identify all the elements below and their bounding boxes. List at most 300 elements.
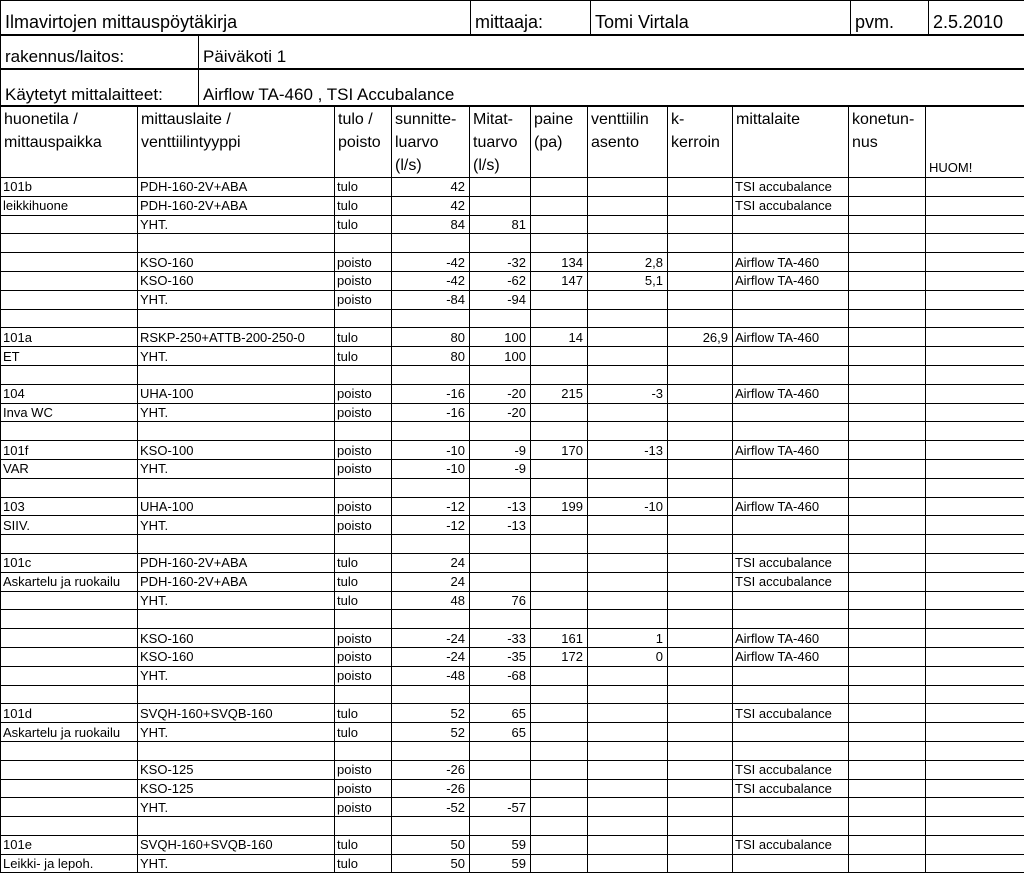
cell-direction[interactable]: poisto [335,497,392,516]
cell-pressure[interactable] [531,403,588,422]
cell-k-factor[interactable] [668,817,733,836]
cell-unit-id[interactable] [849,441,926,460]
date-value[interactable]: 2.5.2010 [929,1,1024,36]
cell-design-flow[interactable] [392,535,470,554]
cell-room[interactable] [1,215,138,234]
cell-room[interactable] [1,234,138,253]
cell-unit-id[interactable] [849,497,926,516]
cell-room[interactable] [1,629,138,648]
cell-measured-flow[interactable] [470,685,531,704]
cell-instrument[interactable]: Airflow TA-460 [733,441,849,460]
cell-device[interactable]: YHT. [138,347,335,366]
cell-measured-flow[interactable] [470,178,531,197]
cell-instrument[interactable]: TSI accubalance [733,835,849,854]
cell-room[interactable] [1,741,138,760]
cell-unit-id[interactable] [849,178,926,197]
cell-valve-position[interactable] [588,403,668,422]
cell-note[interactable] [926,271,1024,290]
measurer-label[interactable]: mittaaja: [471,1,591,36]
cell-instrument[interactable] [733,854,849,873]
cell-instrument[interactable] [733,685,849,704]
cell-design-flow[interactable]: -52 [392,798,470,817]
cell-note[interactable] [926,817,1024,836]
cell-design-flow[interactable]: -10 [392,459,470,478]
cell-measured-flow[interactable] [470,741,531,760]
cell-valve-position[interactable] [588,854,668,873]
cell-instrument[interactable] [733,347,849,366]
cell-room[interactable]: 101e [1,835,138,854]
cell-unit-id[interactable] [849,704,926,723]
cell-pressure[interactable] [531,704,588,723]
cell-design-flow[interactable] [392,610,470,629]
cell-k-factor[interactable] [668,271,733,290]
cell-note[interactable] [926,290,1024,309]
cell-measured-flow[interactable]: 100 [470,347,531,366]
cell-device[interactable]: YHT. [138,516,335,535]
cell-direction[interactable]: poisto [335,403,392,422]
cell-unit-id[interactable] [849,629,926,648]
cell-direction[interactable]: tulo [335,196,392,215]
cell-direction[interactable]: poisto [335,516,392,535]
cell-pressure[interactable] [531,178,588,197]
cell-pressure[interactable] [531,234,588,253]
cell-room[interactable]: 104 [1,384,138,403]
cell-note[interactable] [926,309,1024,328]
cell-k-factor[interactable] [668,723,733,742]
cell-device[interactable]: YHT. [138,798,335,817]
cell-design-flow[interactable]: -16 [392,403,470,422]
cell-instrument[interactable]: Airflow TA-460 [733,328,849,347]
cell-design-flow[interactable]: 50 [392,835,470,854]
cell-valve-position[interactable] [588,553,668,572]
cell-measured-flow[interactable]: -9 [470,441,531,460]
cell-valve-position[interactable] [588,666,668,685]
cell-unit-id[interactable] [849,835,926,854]
cell-note[interactable] [926,422,1024,441]
cell-pressure[interactable] [531,798,588,817]
cell-k-factor[interactable] [668,760,733,779]
cell-valve-position[interactable] [588,178,668,197]
cell-device[interactable]: KSO-125 [138,779,335,798]
cell-k-factor[interactable] [668,741,733,760]
cell-direction[interactable]: poisto [335,779,392,798]
cell-room[interactable] [1,666,138,685]
cell-direction[interactable]: poisto [335,647,392,666]
cell-k-factor[interactable] [668,591,733,610]
column-header-room[interactable] [1,107,138,178]
cell-measured-flow[interactable] [470,478,531,497]
cell-unit-id[interactable] [849,516,926,535]
cell-pressure[interactable] [531,779,588,798]
cell-device[interactable]: KSO-160 [138,629,335,648]
cell-measured-flow[interactable]: -57 [470,798,531,817]
cell-valve-position[interactable]: -3 [588,384,668,403]
cell-note[interactable] [926,723,1024,742]
cell-room[interactable]: 101b [1,178,138,197]
cell-note[interactable] [926,347,1024,366]
cell-device[interactable]: KSO-160 [138,253,335,272]
building-value[interactable]: Päiväkoti 1 [199,35,1024,70]
column-header-note[interactable] [926,107,1024,178]
cell-design-flow[interactable]: -26 [392,760,470,779]
cell-note[interactable] [926,854,1024,873]
cell-pressure[interactable]: 215 [531,384,588,403]
column-header-direction[interactable] [335,107,392,178]
cell-room[interactable]: 101d [1,704,138,723]
cell-room[interactable] [1,817,138,836]
cell-pressure[interactable] [531,290,588,309]
cell-note[interactable] [926,553,1024,572]
cell-unit-id[interactable] [849,271,926,290]
cell-design-flow[interactable]: -48 [392,666,470,685]
cell-k-factor[interactable] [668,779,733,798]
cell-pressure[interactable] [531,817,588,836]
cell-instrument[interactable] [733,591,849,610]
cell-pressure[interactable]: 147 [531,271,588,290]
cell-valve-position[interactable] [588,196,668,215]
cell-note[interactable] [926,666,1024,685]
cell-room[interactable] [1,685,138,704]
cell-direction[interactable] [335,478,392,497]
cell-valve-position[interactable] [588,685,668,704]
cell-room[interactable] [1,779,138,798]
cell-measured-flow[interactable]: -35 [470,647,531,666]
cell-instrument[interactable]: TSI accubalance [733,760,849,779]
cell-device[interactable]: YHT. [138,854,335,873]
cell-design-flow[interactable]: 24 [392,572,470,591]
cell-pressure[interactable] [531,215,588,234]
cell-design-flow[interactable]: 24 [392,553,470,572]
cell-design-flow[interactable]: 52 [392,704,470,723]
cell-device[interactable] [138,610,335,629]
cell-room[interactable]: Askartelu ja ruokailu [1,572,138,591]
cell-valve-position[interactable] [588,835,668,854]
cell-instrument[interactable]: Airflow TA-460 [733,271,849,290]
cell-unit-id[interactable] [849,328,926,347]
column-header-instrument[interactable] [733,107,849,178]
cell-unit-id[interactable] [849,422,926,441]
building-label[interactable]: rakennus/laitos: [1,35,199,70]
cell-pressure[interactable] [531,516,588,535]
cell-design-flow[interactable]: 80 [392,347,470,366]
cell-device[interactable]: SVQH-160+SVQB-160 [138,704,335,723]
cell-instrument[interactable]: Airflow TA-460 [733,647,849,666]
cell-note[interactable] [926,403,1024,422]
cell-measured-flow[interactable] [470,610,531,629]
cell-measured-flow[interactable]: -94 [470,290,531,309]
cell-measured-flow[interactable]: 81 [470,215,531,234]
cell-valve-position[interactable] [588,422,668,441]
cell-device[interactable] [138,234,335,253]
cell-pressure[interactable] [531,196,588,215]
cell-device[interactable]: KSO-160 [138,647,335,666]
cell-design-flow[interactable]: 50 [392,854,470,873]
cell-valve-position[interactable] [588,234,668,253]
cell-k-factor[interactable] [668,572,733,591]
cell-room[interactable] [1,591,138,610]
cell-k-factor[interactable] [668,403,733,422]
cell-note[interactable] [926,760,1024,779]
cell-measured-flow[interactable]: 76 [470,591,531,610]
cell-pressure[interactable] [531,347,588,366]
cell-k-factor[interactable] [668,253,733,272]
cell-valve-position[interactable]: 0 [588,647,668,666]
cell-pressure[interactable] [531,610,588,629]
cell-note[interactable] [926,591,1024,610]
cell-direction[interactable]: poisto [335,798,392,817]
cell-pressure[interactable] [531,422,588,441]
cell-instrument[interactable] [733,290,849,309]
cell-room[interactable] [1,422,138,441]
column-header-pressure[interactable] [531,107,588,178]
cell-design-flow[interactable]: -42 [392,271,470,290]
cell-device[interactable]: YHT. [138,723,335,742]
cell-design-flow[interactable]: -42 [392,253,470,272]
cell-measured-flow[interactable] [470,234,531,253]
cell-pressure[interactable] [531,854,588,873]
cell-design-flow[interactable]: -10 [392,441,470,460]
cell-valve-position[interactable] [588,591,668,610]
cell-design-flow[interactable]: -16 [392,384,470,403]
cell-direction[interactable]: poisto [335,760,392,779]
cell-k-factor[interactable] [668,309,733,328]
cell-room[interactable]: 103 [1,497,138,516]
cell-room[interactable] [1,290,138,309]
cell-device[interactable]: YHT. [138,290,335,309]
cell-unit-id[interactable] [849,290,926,309]
cell-valve-position[interactable] [588,572,668,591]
cell-device[interactable] [138,365,335,384]
cell-device[interactable]: YHT. [138,591,335,610]
cell-room[interactable] [1,365,138,384]
cell-device[interactable]: PDH-160-2V+ABA [138,553,335,572]
cell-device[interactable]: UHA-100 [138,384,335,403]
cell-unit-id[interactable] [849,347,926,366]
cell-note[interactable] [926,215,1024,234]
cell-k-factor[interactable] [668,610,733,629]
cell-instrument[interactable] [733,666,849,685]
cell-valve-position[interactable]: -10 [588,497,668,516]
cell-device[interactable]: PDH-160-2V+ABA [138,572,335,591]
cell-valve-position[interactable]: 1 [588,629,668,648]
cell-valve-position[interactable] [588,328,668,347]
cell-device[interactable] [138,535,335,554]
cell-device[interactable]: KSO-160 [138,271,335,290]
cell-instrument[interactable] [733,478,849,497]
cell-valve-position[interactable] [588,290,668,309]
cell-pressure[interactable] [531,553,588,572]
sheet-title[interactable]: Ilmavirtojen mittauspöytäkirja [1,1,471,36]
cell-measured-flow[interactable]: -68 [470,666,531,685]
cell-unit-id[interactable] [849,459,926,478]
cell-k-factor[interactable]: 26,9 [668,328,733,347]
cell-pressure[interactable] [531,309,588,328]
cell-note[interactable] [926,704,1024,723]
cell-note[interactable] [926,459,1024,478]
cell-k-factor[interactable] [668,196,733,215]
cell-unit-id[interactable] [849,253,926,272]
cell-measured-flow[interactable]: -33 [470,629,531,648]
cell-instrument[interactable] [733,610,849,629]
cell-note[interactable] [926,779,1024,798]
cell-pressure[interactable] [531,365,588,384]
cell-k-factor[interactable] [668,535,733,554]
cell-note[interactable] [926,497,1024,516]
cell-direction[interactable]: poisto [335,441,392,460]
date-label[interactable]: pvm. [851,1,929,36]
cell-valve-position[interactable] [588,459,668,478]
cell-pressure[interactable] [531,685,588,704]
cell-room[interactable]: 101c [1,553,138,572]
cell-device[interactable]: YHT. [138,403,335,422]
cell-direction[interactable]: tulo [335,854,392,873]
cell-unit-id[interactable] [849,817,926,836]
cell-device[interactable]: RSKP-250+ATTB-200-250-0 [138,328,335,347]
cell-instrument[interactable] [733,403,849,422]
column-header-measured-flow[interactable] [470,107,531,178]
cell-measured-flow[interactable]: -20 [470,403,531,422]
cell-pressure[interactable]: 161 [531,629,588,648]
cell-device[interactable] [138,478,335,497]
cell-instrument[interactable] [733,309,849,328]
cell-measured-flow[interactable] [470,422,531,441]
cell-pressure[interactable] [531,478,588,497]
cell-room[interactable]: 101f [1,441,138,460]
cell-instrument[interactable]: Airflow TA-460 [733,629,849,648]
cell-instrument[interactable] [733,365,849,384]
column-header-design-flow[interactable] [392,107,470,178]
cell-k-factor[interactable] [668,854,733,873]
cell-pressure[interactable] [531,591,588,610]
cell-k-factor[interactable] [668,290,733,309]
cell-device[interactable] [138,741,335,760]
cell-valve-position[interactable] [588,309,668,328]
cell-instrument[interactable]: TSI accubalance [733,572,849,591]
cell-note[interactable] [926,835,1024,854]
cell-valve-position[interactable]: 2,8 [588,253,668,272]
cell-pressure[interactable]: 172 [531,647,588,666]
cell-valve-position[interactable] [588,741,668,760]
cell-design-flow[interactable] [392,234,470,253]
cell-direction[interactable]: tulo [335,591,392,610]
cell-k-factor[interactable] [668,666,733,685]
cell-instrument[interactable]: TSI accubalance [733,553,849,572]
cell-k-factor[interactable] [668,516,733,535]
cell-design-flow[interactable]: 48 [392,591,470,610]
cell-measured-flow[interactable]: -13 [470,516,531,535]
cell-instrument[interactable] [733,817,849,836]
cell-measured-flow[interactable]: 65 [470,723,531,742]
cell-measured-flow[interactable]: -9 [470,459,531,478]
cell-direction[interactable] [335,365,392,384]
cell-measured-flow[interactable] [470,309,531,328]
cell-instrument[interactable] [733,741,849,760]
cell-room[interactable]: Inva WC [1,403,138,422]
cell-measured-flow[interactable] [470,572,531,591]
cell-design-flow[interactable]: 80 [392,328,470,347]
cell-unit-id[interactable] [849,234,926,253]
cell-unit-id[interactable] [849,647,926,666]
cell-valve-position[interactable] [588,610,668,629]
cell-device[interactable] [138,685,335,704]
cell-valve-position[interactable] [588,723,668,742]
cell-measured-flow[interactable] [470,365,531,384]
devices-label[interactable]: Käytetyt mittalaitteet: [1,69,199,106]
cell-direction[interactable]: poisto [335,253,392,272]
cell-design-flow[interactable] [392,817,470,836]
cell-note[interactable] [926,196,1024,215]
cell-note[interactable] [926,253,1024,272]
cell-note[interactable] [926,572,1024,591]
cell-k-factor[interactable] [668,553,733,572]
cell-direction[interactable]: poisto [335,459,392,478]
cell-room[interactable] [1,535,138,554]
cell-instrument[interactable]: TSI accubalance [733,196,849,215]
cell-design-flow[interactable]: 84 [392,215,470,234]
cell-room[interactable]: leikkihuone [1,196,138,215]
cell-design-flow[interactable]: -24 [392,647,470,666]
cell-unit-id[interactable] [849,779,926,798]
cell-valve-position[interactable] [588,215,668,234]
devices-value[interactable]: Airflow TA-460 , TSI Accubalance [199,69,1024,106]
cell-k-factor[interactable] [668,629,733,648]
cell-instrument[interactable]: Airflow TA-460 [733,384,849,403]
cell-instrument[interactable] [733,723,849,742]
cell-unit-id[interactable] [849,685,926,704]
cell-k-factor[interactable] [668,234,733,253]
cell-pressure[interactable] [531,760,588,779]
cell-note[interactable] [926,535,1024,554]
cell-valve-position[interactable] [588,779,668,798]
cell-device[interactable]: KSO-100 [138,441,335,460]
column-header-device[interactable] [138,107,335,178]
cell-device[interactable]: UHA-100 [138,497,335,516]
cell-pressure[interactable] [531,835,588,854]
cell-room[interactable]: 101a [1,328,138,347]
cell-k-factor[interactable] [668,647,733,666]
cell-direction[interactable] [335,685,392,704]
cell-note[interactable] [926,365,1024,384]
cell-design-flow[interactable]: -84 [392,290,470,309]
cell-direction[interactable]: poisto [335,290,392,309]
cell-k-factor[interactable] [668,478,733,497]
cell-pressure[interactable] [531,666,588,685]
cell-measured-flow[interactable] [470,196,531,215]
cell-instrument[interactable] [733,459,849,478]
cell-direction[interactable]: tulo [335,553,392,572]
cell-pressure[interactable]: 134 [531,253,588,272]
cell-unit-id[interactable] [849,572,926,591]
cell-direction[interactable]: tulo [335,723,392,742]
cell-k-factor[interactable] [668,347,733,366]
cell-unit-id[interactable] [849,478,926,497]
cell-valve-position[interactable] [588,516,668,535]
cell-device[interactable]: KSO-125 [138,760,335,779]
cell-design-flow[interactable]: 42 [392,178,470,197]
cell-instrument[interactable] [733,535,849,554]
cell-design-flow[interactable]: -12 [392,497,470,516]
cell-note[interactable] [926,685,1024,704]
cell-unit-id[interactable] [849,591,926,610]
cell-device[interactable] [138,309,335,328]
cell-note[interactable] [926,798,1024,817]
cell-direction[interactable]: tulo [335,572,392,591]
cell-instrument[interactable]: TSI accubalance [733,178,849,197]
cell-valve-position[interactable]: 5,1 [588,271,668,290]
cell-instrument[interactable] [733,516,849,535]
cell-direction[interactable] [335,741,392,760]
cell-pressure[interactable] [531,459,588,478]
